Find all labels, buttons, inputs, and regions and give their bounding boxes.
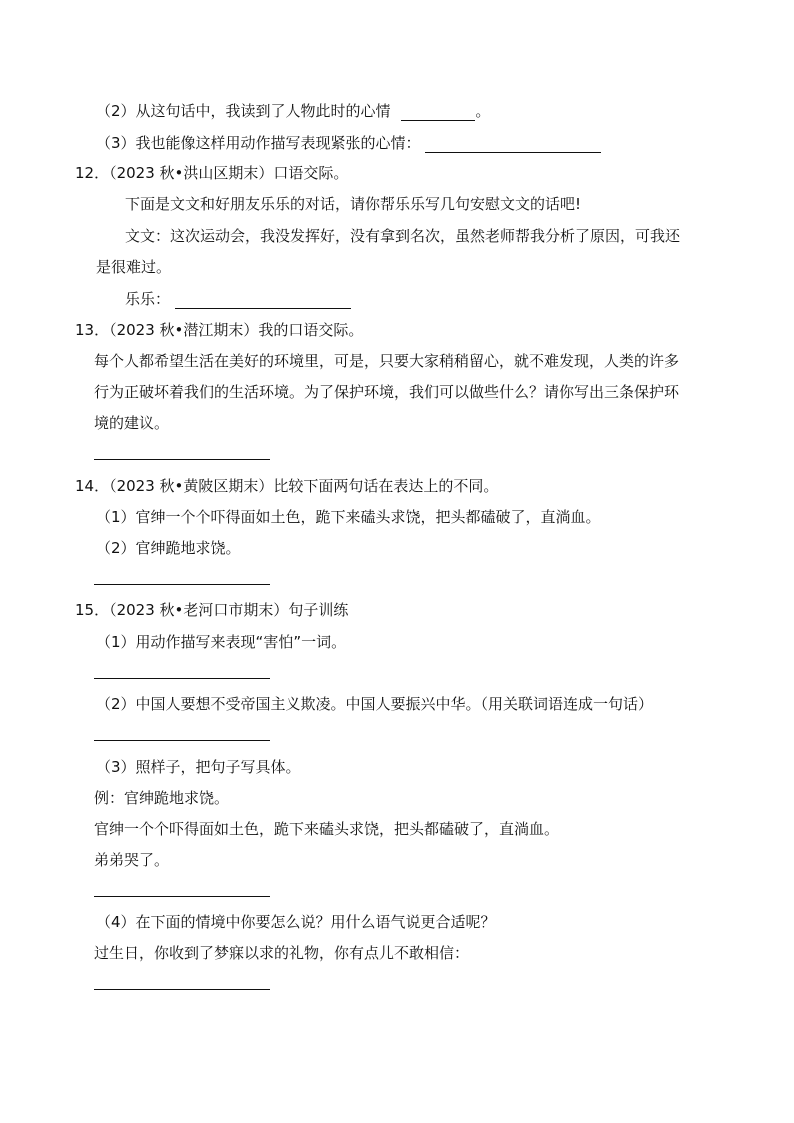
q14-sentence2: （2）官绅跪地求饶。 <box>96 539 241 557</box>
q11-part3-answer-blank[interactable] <box>425 136 601 153</box>
q15-part4: （4）在下面的情境中你要怎么说？用什么语气说更合适呢？ <box>96 913 496 931</box>
q14-sentence1: （1）官绅一个个吓得面如土色，跪下来磕头求饶，把头都磕破了，直淌血。 <box>96 508 601 526</box>
q12-lele-answer-blank[interactable] <box>175 292 351 309</box>
q15-part2-answer-line[interactable] <box>94 740 270 741</box>
q15-prompt: 弟弟哭了。 <box>94 851 170 869</box>
q12-header: 12．（2023 秋•洪山区期末）口语交际。 <box>75 164 349 182</box>
q11-part2-answer-blank[interactable] <box>401 104 475 121</box>
q11-part3-text: （3）我也能像这样用动作描写表现紧张的心情： <box>96 134 421 152</box>
q15-part1: （1）用动作描写来表现“害怕”一词。 <box>96 633 347 651</box>
q14-header: 14．（2023 秋•黄陂区期末）比较下面两句话在表达上的不同。 <box>75 477 499 495</box>
q15-situation: 过生日，你收到了梦寐以求的礼物，你有点儿不敢相信： <box>94 944 470 962</box>
q15-part1-answer-line[interactable] <box>94 678 270 679</box>
q14-answer-line[interactable] <box>94 584 270 585</box>
q15-header: 15．（2023 秋•老河口市期末）句子训练 <box>75 601 349 619</box>
q13-text-line3: 境的建议。 <box>94 414 170 432</box>
q15-part3: （3）照样子，把句子写具体。 <box>96 758 301 776</box>
q12-intro: 下面是文文和好朋友乐乐的对话，请你帮乐乐写几句安慰文文的话吧! <box>125 195 582 213</box>
q12-lele-line <box>125 289 351 309</box>
q13-answer-line[interactable] <box>94 459 270 460</box>
q15-example-answer: 官绅一个个吓得面如土色，跪下来磕头求饶，把头都磕破了，直淌血。 <box>94 820 560 838</box>
q11-part2-text: （2）从这句话中，我读到了人物此时的心情 <box>96 102 391 120</box>
q13-text-line1: 每个人都希望生活在美好的环境里，可是，只要大家稍稍留心，就不难发现，人类的许多 <box>94 352 680 370</box>
q13-text-line2: 行为正破坏着我们的生活环境。为了保护环境，我们可以做些什么？请你写出三条保护环 <box>94 383 680 401</box>
q11-part2-end: 。 <box>475 102 491 120</box>
q11-part3-line <box>96 133 601 153</box>
q12-wenwen-line1: 文文：这次运动会，我没发挥好，没有拿到名次，虽然老师帮我分析了原因，可我还 <box>125 227 681 245</box>
q12-wenwen-line2: 是很难过。 <box>96 258 172 276</box>
q13-header: 13．（2023 秋•潜江期末）我的口语交际。 <box>75 321 364 339</box>
q12-lele-label: 乐乐： <box>125 290 171 308</box>
q15-example-label: 例：官绅跪地求饶。 <box>94 789 230 807</box>
q15-part4-answer-line[interactable] <box>94 989 270 990</box>
q15-part2: （2）中国人要想不受帝国主义欺凌。中国人要振兴中华。（用关联词语连成一句话） <box>96 695 654 713</box>
q15-part3-answer-line[interactable] <box>94 896 270 897</box>
q11-part2-line <box>96 101 490 121</box>
